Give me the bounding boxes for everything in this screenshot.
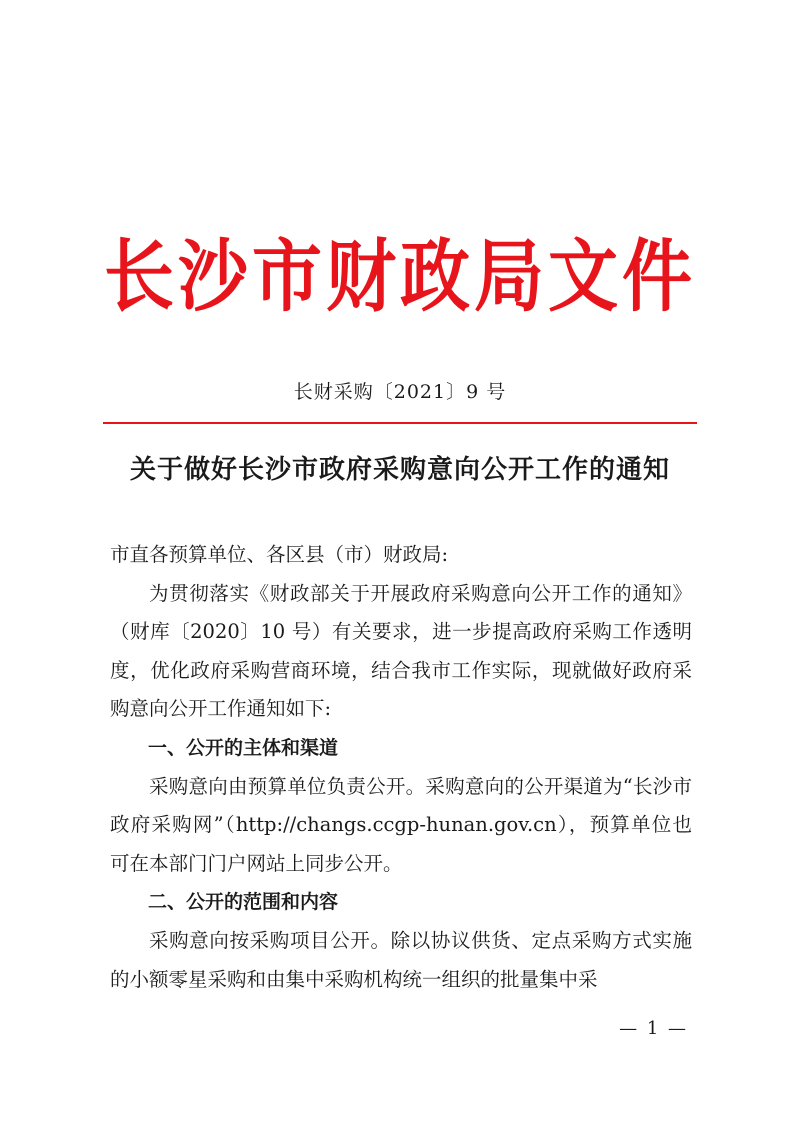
- red-divider-line: [103, 422, 697, 424]
- document-body: [110, 536, 692, 999]
- section-heading-1: 一、公开的主体和渠道: [148, 736, 339, 759]
- document-number: 长财采购〔2021〕9 号: [293, 381, 507, 403]
- page-number: — 1 —: [619, 1018, 688, 1039]
- notice-title: 关于做好长沙市政府采购意向公开工作的通知: [129, 455, 670, 485]
- section-heading-2: 二、公开的范围和内容: [148, 891, 339, 914]
- section-2-paragraph: 采购意向按采购项目公开。除以协议供货、定点采购方式实施的小额零星采购和由集中采购机构统一组织的批量集中采: [110, 928, 692, 991]
- intro-paragraph: 为贯彻落实《财政部关于开展政府采购意向公开工作的通知》（财库〔2020〕10 号）有关要求，进一步提高政府采购工作透明度，优化政府采购营商环境，结合我市工作实际，现就做好政府采购意向公开工作通知如下:: [110, 581, 692, 721]
- masthead-title: 长沙市财政局文件: [104, 230, 696, 323]
- addressee-line: 市直各预算单位、各区县（市）财政局:: [110, 543, 449, 566]
- section-1-paragraph: 采购意向由预算单位负责公开。采购意向的公开渠道为“长沙市政府采购网”（http://changs.ccgp-hunan.gov.cn），预算单位也可在本部门门户网站上同步公开。: [110, 774, 692, 875]
